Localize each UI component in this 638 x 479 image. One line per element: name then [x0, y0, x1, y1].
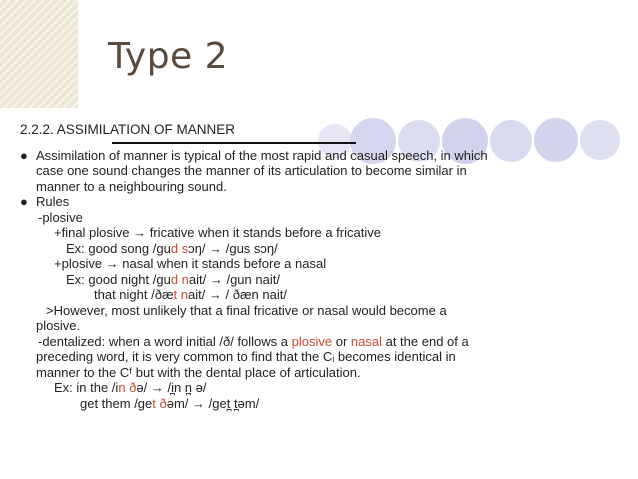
bullet-1: ● Assimilation of manner is typical of the most rapid and casual speech, in which [20, 147, 488, 163]
section-heading: 2.2.2. ASSIMILATION OF MANNER [20, 122, 236, 137]
example-2: Ex: good night /gud nait/ → /gun nait/ [66, 271, 280, 287]
text-line: case one sound changes the manner of its articulation to become similar in [36, 163, 467, 178]
bullet-icon: ● [20, 194, 28, 209]
dentalized-line: -dentalized: when a word initial /ð/ follows a plosive or nasal at the end of a [38, 333, 469, 349]
however-line-2: plosive. [36, 318, 81, 333]
example-3: that night /ðæt nait/ → / ðæn nait/ [94, 287, 287, 302]
example-1: Ex: good song /gud sɔŋ/ → /gus sɔŋ/ [66, 240, 278, 256]
text-line: manner to a neighbouring sound. [36, 178, 227, 194]
rule-1: +final plosive → fricative when it stands before a fricative [54, 225, 381, 240]
bullet-2: ● Rules [20, 194, 70, 209]
example-5: get them /get ðəm/ → /get̪ t̪əm/ [80, 395, 260, 411]
dentalized-line-3: manner to the Cᶠ but with the dental place of articulation. [36, 364, 361, 380]
rule-plosive: -plosive [38, 209, 83, 225]
however-line: >However, most unlikely that a final fricative or nasal would become a [46, 302, 447, 318]
bullet-icon: ● [20, 147, 28, 163]
dentalized-line-2: preceding word, it is very common to find that the Cᵢ becomes identical in [36, 349, 456, 364]
example-4: Ex: in the /in ðə/ → /i̪n n̪ ə/ [54, 380, 207, 395]
slide-body [20, 122, 632, 411]
slide-title: Type 2 [108, 36, 229, 77]
rule-2: +plosive → nasal when it stands before a nasal [54, 256, 327, 271]
corner-decoration [0, 0, 78, 108]
